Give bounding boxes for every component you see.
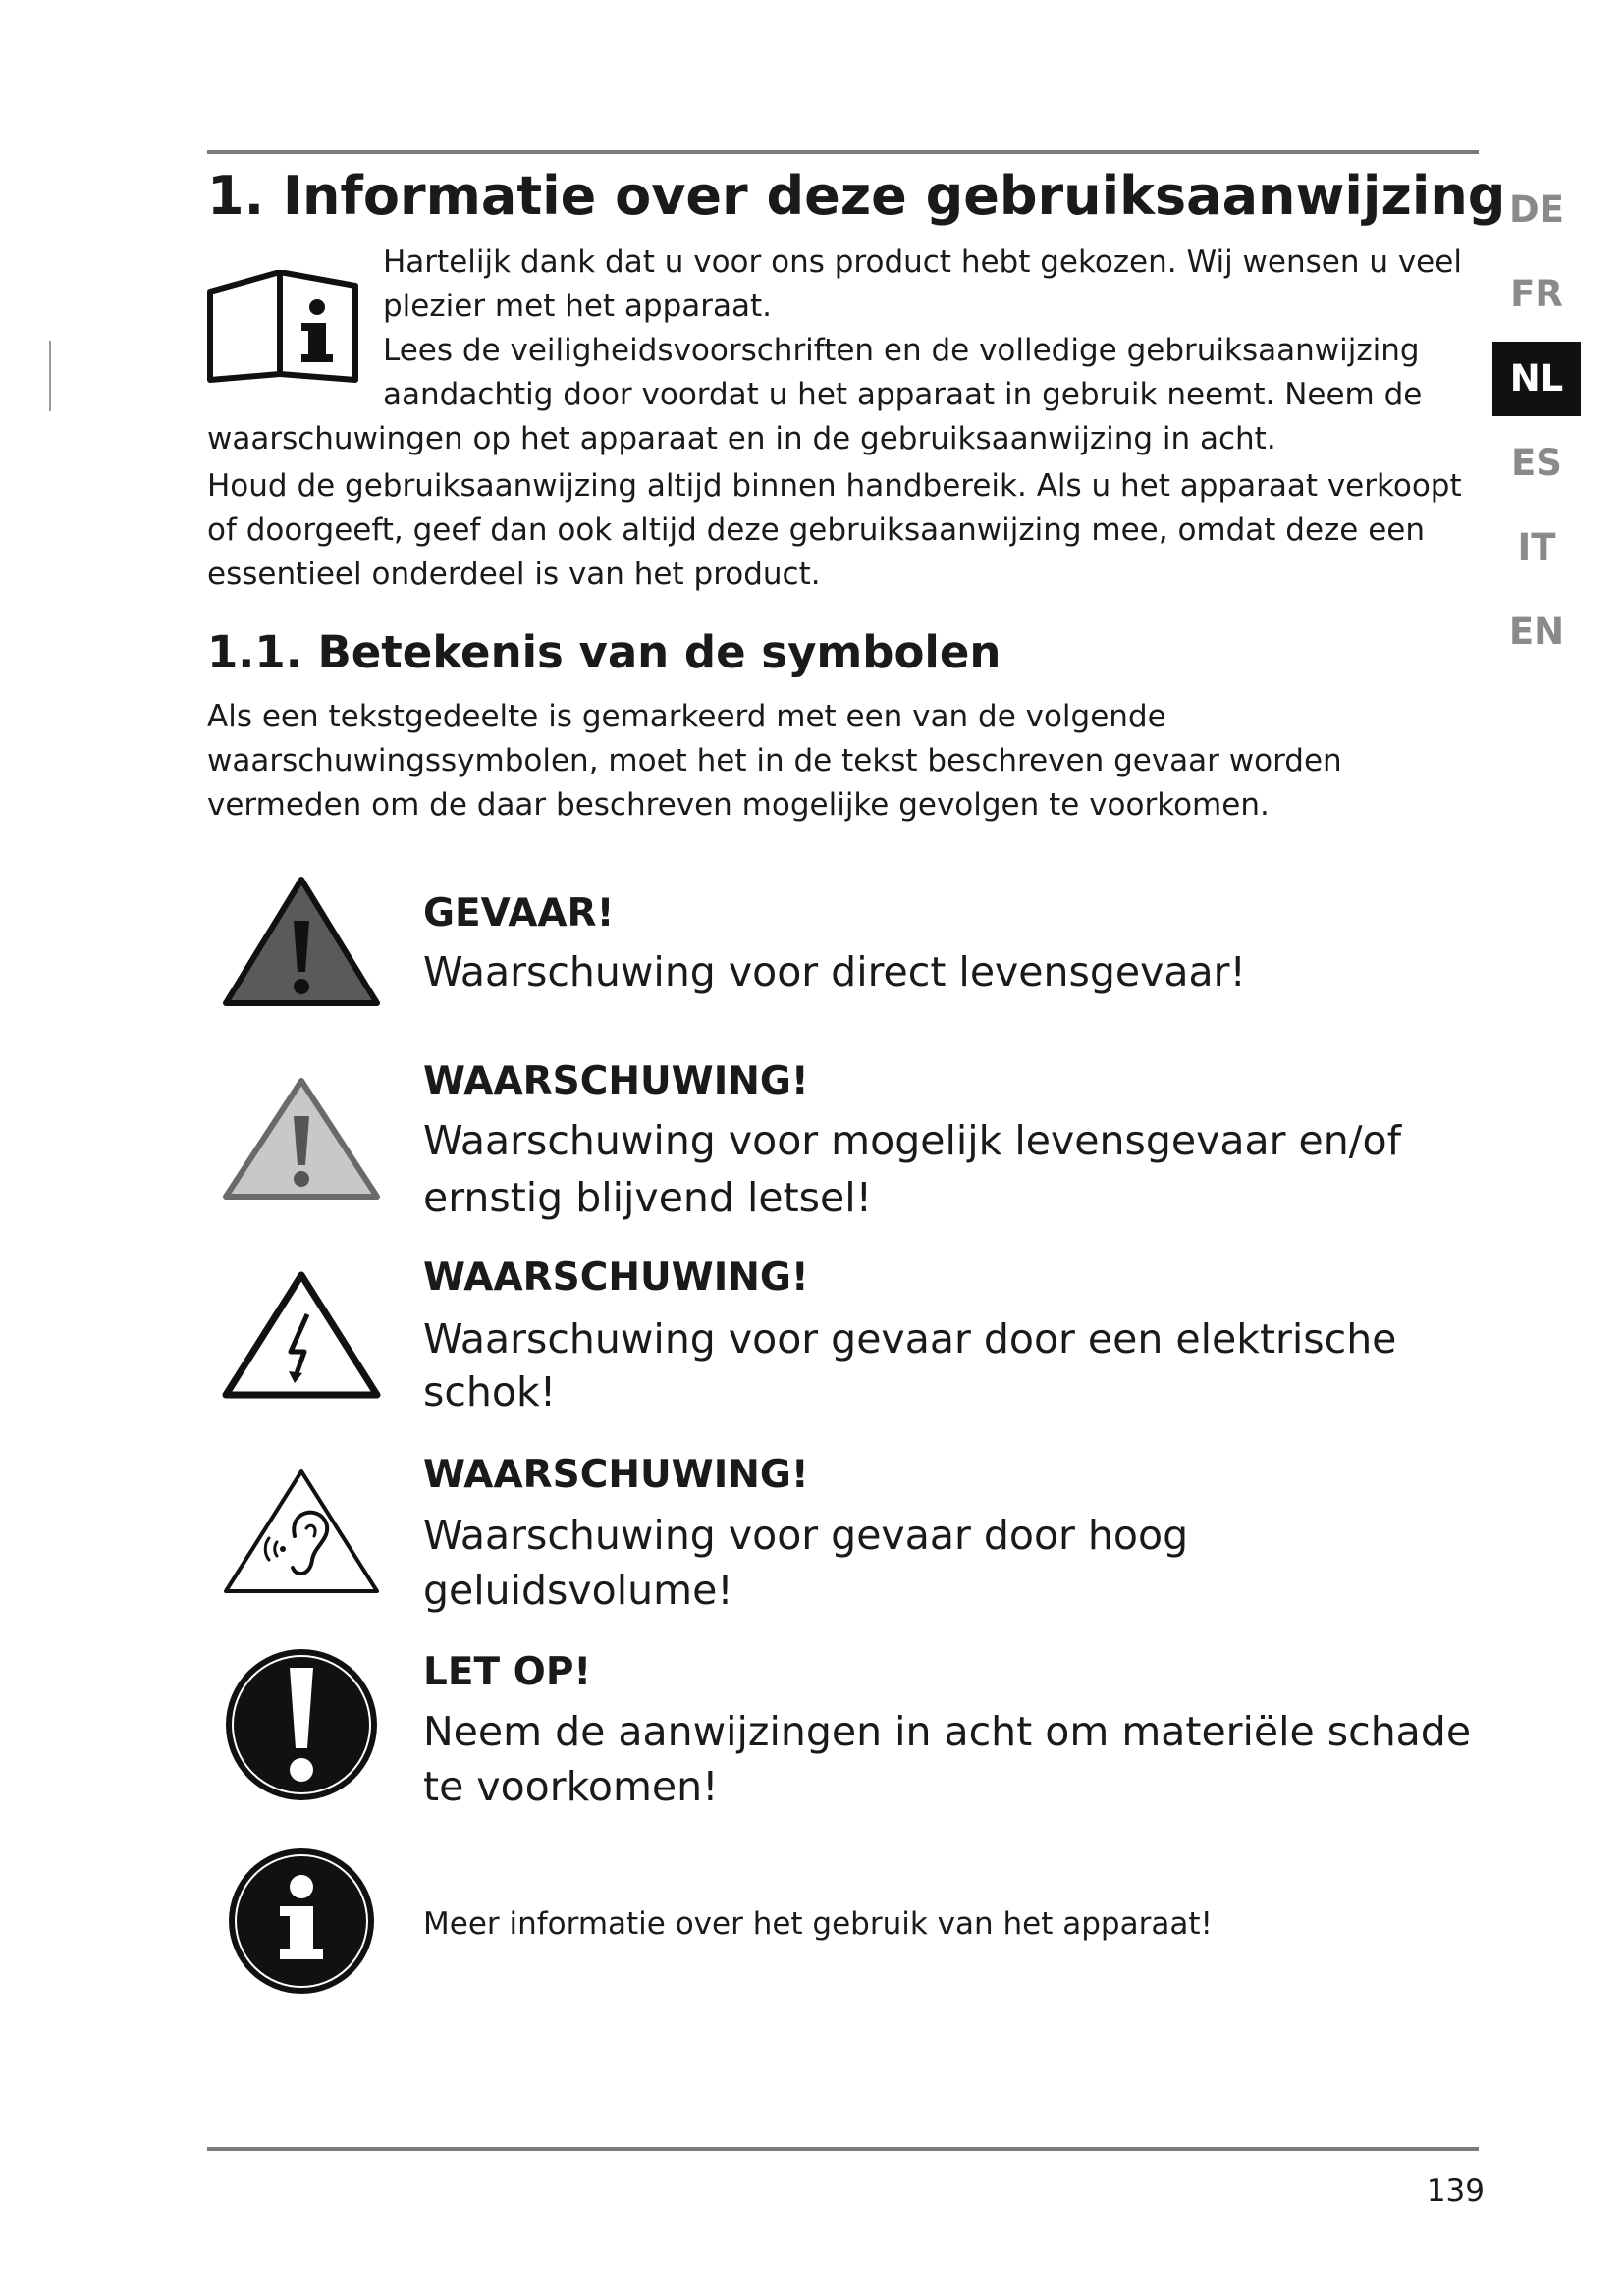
symbol-description: Waarschuwing voor mogelijk levensgevaar en/of — [423, 1117, 1402, 1164]
intro-line: of doorgeeft, geef dan ook altijd deze gebruiksaanwijzing mee, omdat deze een — [207, 512, 1426, 548]
lang-tab-en: EN — [1508, 611, 1565, 653]
symbol-description: te voorkomen! — [423, 1763, 719, 1810]
exclamation-circle-icon — [220, 1644, 383, 1806]
symbol-title: LET OP! — [423, 1650, 592, 1694]
page-title: 1. Informatie over deze gebruiksaanwijzing — [207, 165, 1506, 227]
manual-book-icon — [205, 270, 360, 386]
bottom-rule — [207, 2147, 1479, 2151]
symbol-description: Meer informatie over het gebruik van het apparaat! — [423, 1906, 1213, 1942]
intro-line: Hartelijk dank dat u voor ons product hebt gekozen. Wij wensen u veel — [383, 244, 1462, 280]
symbol-title: WAARSCHUWING! — [423, 1453, 809, 1497]
lang-tab-fr: FR — [1510, 273, 1563, 315]
lang-tab-nl: NL — [1492, 342, 1581, 416]
warning-triangle-icon — [220, 1075, 383, 1202]
electric-shock-icon — [220, 1269, 383, 1402]
symbol-title: WAARSCHUWING! — [423, 1059, 809, 1103]
subsection-line: vermeden om de daar beschreven mogelijke gevolgen te voorkomen. — [207, 787, 1270, 823]
lang-tab-es: ES — [1511, 442, 1562, 484]
subsection-line: waarschuwingssymbolen, moet het in de tekst beschreven gevaar worden — [207, 743, 1342, 778]
danger-triangle-icon — [220, 874, 383, 1011]
symbol-description: Waarschuwing voor gevaar door hoog — [423, 1512, 1189, 1559]
subsection-line: Als een tekstgedeelte is gemarkeerd met een van de volgende — [207, 699, 1166, 734]
symbol-description: geluidsvolume! — [423, 1567, 733, 1614]
symbol-description: Waarschuwing voor gevaar door een elektrische — [423, 1315, 1397, 1362]
symbol-description: ernstig blijvend letsel! — [423, 1174, 873, 1221]
page-number: 139 — [1426, 2173, 1485, 2209]
symbol-description: Neem de aanwijzingen in acht om materiële schade — [423, 1708, 1472, 1755]
intro-line: plezier met het apparaat. — [383, 289, 773, 324]
subsection-title: 1.1. Betekenis van de symbolen — [207, 626, 1001, 678]
lang-tab-it: IT — [1517, 526, 1556, 568]
intro-line: Lees de veiligheidsvoorschriften en de volledige gebruiksaanwijzing — [383, 333, 1420, 368]
hearing-warning-icon — [220, 1466, 383, 1598]
info-circle-icon — [220, 1845, 383, 1998]
symbol-description: Waarschuwing voor direct levensgevaar! — [423, 948, 1246, 995]
lang-tab-de: DE — [1509, 188, 1564, 231]
intro-line: Houd de gebruiksaanwijzing altijd binnen handbereik. Als u het apparaat verkoopt — [207, 468, 1462, 504]
margin-mark — [49, 341, 51, 411]
intro-line: essentieel onderdeel is van het product. — [207, 557, 821, 592]
intro-line: waarschuwingen op het apparaat en in de gebruiksaanwijzing in acht. — [207, 421, 1276, 456]
symbol-description: schok! — [423, 1368, 557, 1415]
intro-line: aandachtig door voordat u het apparaat in gebruik neemt. Neem de — [383, 377, 1423, 412]
symbol-title: GEVAAR! — [423, 891, 615, 935]
symbol-title: WAARSCHUWING! — [423, 1255, 809, 1300]
top-rule — [207, 150, 1479, 154]
